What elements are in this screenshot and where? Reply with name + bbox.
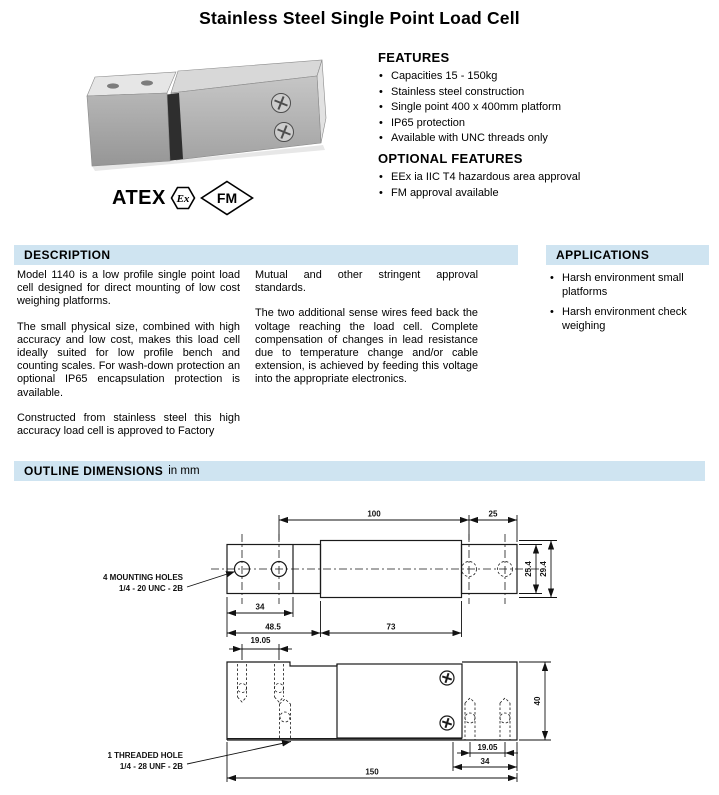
approval-logos [112,180,312,216]
feature-item: • Available with UNC threads only [378,131,708,146]
outline-dimensions-heading: OUTLINE DIMENSIONS [24,464,164,478]
dim-29-4: 29.4 [539,561,548,577]
description-paragraph: The small physical size, combined with high accuracy and low cost, makes this load cell ideally suited for low profile bench and counting scales. For wash-down protection an optional IP65 encapsulation protection is available. [17,320,240,399]
description-heading: DESCRIPTION [24,248,111,262]
applications-list [549,271,707,333]
optional-features-heading: OPTIONAL FEATURES [378,150,523,166]
optional-feature-item: • EEx ia IIC T4 hazardous area approval [378,170,708,185]
dim-19-05-bottom: 19.05 [477,743,498,752]
description-column-2 [255,269,478,399]
threaded-hole-label-line2: 1/4 - 28 UNF - 2B [119,762,183,771]
description-section-bar [14,245,518,265]
fm-diamond-icon [200,180,254,216]
description-paragraph: Constructed from stainless steel this high accuracy load cell is approved to Factory [17,411,240,438]
application-item: • Harsh environment small platforms [549,271,707,299]
applications-section [549,271,707,339]
dim-73: 73 [386,622,396,632]
dim-48-5: 48.5 [265,622,281,632]
dim-25-4: 25.4 [524,561,533,577]
atex-logo: ATEX [112,186,166,209]
application-item: • Harsh environment check weighing [549,305,707,333]
optional-features-list [378,170,708,200]
page-title: Stainless Steel Single Point Load Cell [199,8,520,28]
svg-text:FM: FM [216,190,237,206]
hidden-hole [465,698,475,740]
dim-34: 34 [255,602,265,612]
feature-item: • IP65 protection [378,116,708,131]
optional-feature-item: • FM approval available [378,186,708,201]
dim-150: 150 [365,767,379,777]
feature-item: • Capacities 15 - 150kg [378,69,708,84]
dim-25: 25 [488,509,498,519]
description-paragraph: Model 1140 is a low profile single point load cell designed for direct mounting of low cost weighing platforms. [17,269,240,308]
outline-units-note: in mm [168,465,200,477]
threaded-hole-hidden [280,699,291,740]
feature-item: • Stainless steel construction [378,85,708,100]
hidden-hole [500,698,510,740]
outline-dimensions-section-bar [14,461,705,481]
left-block-front-face [87,93,170,166]
top-view [103,510,557,638]
features-heading: FEATURES [378,50,450,65]
dim-100: 100 [367,509,381,519]
load-cell-photo [75,52,330,182]
mounting-holes-label-line1: 4 MOUNTING HOLES [102,573,183,582]
svg-text:Ex: Ex [176,193,190,205]
features-list [378,69,708,146]
hidden-hole [238,664,247,702]
left-block-top-face [87,72,176,96]
description-paragraph: Mutual and other stringent approval standards. [255,269,478,295]
dim-40: 40 [533,696,542,706]
threaded-hole-label-line1: 1 THREADED HOLE [107,751,183,760]
screw-icon [275,123,294,142]
applications-heading: APPLICATIONS [556,248,650,262]
screw-icon [272,94,291,113]
atex-ex-hexagon-icon [170,185,196,211]
side-view [107,636,551,782]
top-hole [107,83,119,88]
screw-icon [440,716,454,730]
dim-34-side: 34 [480,757,490,766]
applications-section-bar [546,245,709,265]
dim-19-05-top: 19.05 [250,636,271,645]
outline-dimensions-drawing [0,490,719,795]
hidden-hole [275,664,284,702]
description-column-1 [17,269,240,450]
feature-item: • Single point 400 x 400mm platform [378,100,708,115]
description-paragraph: The two additional sense wires feed back the voltage reaching the load cell. Complete compensation of changes in lead resistance due to temperature change and/or cable extension, is achieved by feeding this voltage into the appropriate electronics. [255,307,478,386]
screw-icon [440,671,454,685]
top-hole [141,80,153,85]
features-section [378,50,708,201]
mounting-holes-label-line2: 1/4 - 20 UNC - 2B [118,584,183,593]
